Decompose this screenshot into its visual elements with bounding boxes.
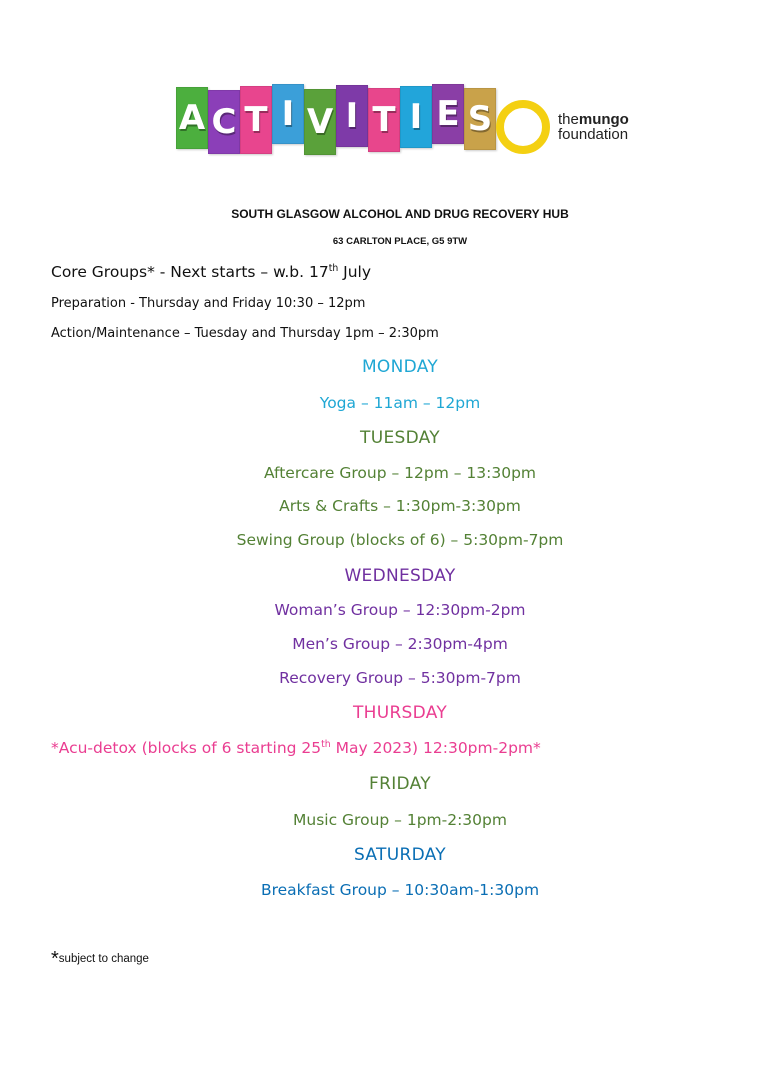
preparation-line: Preparation - Thursday and Friday 10:30 – 12pm	[51, 296, 366, 311]
activity-mens-group: Men’s Group – 2:30pm-4pm	[292, 635, 508, 653]
day-wednesday: WEDNESDAY	[344, 566, 456, 586]
activity-yoga: Yoga – 11am – 12pm	[319, 394, 481, 412]
logo-letter: T	[368, 88, 400, 152]
acu-detox-time: May 2023) 12:30pm-2pm*	[330, 739, 541, 757]
mungo-the: the	[558, 111, 579, 128]
acu-detox-ordinal: th	[321, 738, 331, 750]
mungo-foundation: foundation	[558, 126, 629, 143]
activity-womans-group: Woman’s Group – 12:30pm-2pm	[274, 601, 526, 619]
mungo-wordmark	[558, 112, 629, 142]
activity-sewing: Sewing Group (blocks of 6) – 5:30pm-7pm	[236, 531, 564, 549]
logo-letter: I	[400, 86, 432, 148]
activity-recovery-group: Recovery Group – 5:30pm-7pm	[279, 669, 521, 687]
footnote	[51, 948, 149, 971]
activity-breakfast-group: Breakfast Group – 10:30am-1:30pm	[260, 881, 540, 899]
acu-detox-text: *Acu-detox (blocks of 6 starting 25	[51, 739, 322, 757]
logo-letter: T	[240, 86, 272, 154]
hub-title: SOUTH GLASGOW ALCOHOL AND DRUG RECOVERY HUB	[231, 207, 569, 221]
logo-letter: I	[272, 84, 304, 144]
footnote-star: *	[51, 948, 59, 970]
activity-acu-detox	[51, 739, 541, 757]
mungo-name: mungo	[578, 111, 629, 128]
hub-address: 63 CARLTON PLACE, G5 9TW	[332, 236, 468, 247]
footnote-text: subject to change	[58, 953, 149, 965]
action-maintenance-line: Action/Maintenance – Tuesday and Thursday 1pm – 2:30pm	[51, 326, 439, 341]
core-groups-text: Core Groups* - Next starts – w.b. 17	[51, 263, 329, 281]
core-groups-month: July	[338, 263, 372, 281]
logo-letter: C	[208, 90, 240, 154]
day-thursday: THURSDAY	[352, 703, 448, 723]
activity-aftercare: Aftercare Group – 12pm – 13:30pm	[263, 464, 537, 482]
day-saturday: SATURDAY	[354, 845, 446, 865]
activity-music-group: Music Group – 1pm-2:30pm	[293, 811, 507, 829]
logo-letter: I	[336, 85, 368, 147]
day-tuesday: TUESDAY	[360, 428, 440, 448]
logo-letter: S	[464, 88, 496, 150]
core-groups-line	[51, 263, 371, 281]
activity-arts-crafts: Arts & Crafts – 1:30pm-3:30pm	[279, 497, 521, 515]
logo-letter: A	[176, 87, 208, 149]
activities-logo	[176, 84, 496, 156]
day-monday: MONDAY	[361, 357, 439, 377]
logo-letter: E	[432, 84, 464, 144]
mungo-ring-icon	[496, 100, 550, 154]
mungo-foundation-logo	[496, 100, 629, 154]
day-friday: FRIDAY	[369, 774, 431, 794]
logo-letter: V	[304, 89, 336, 155]
core-groups-ordinal: th	[328, 262, 339, 274]
